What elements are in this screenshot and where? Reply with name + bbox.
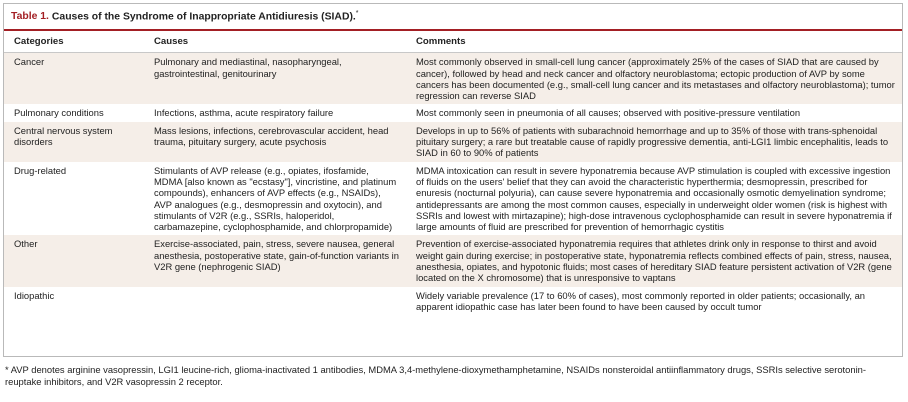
row-category: Pulmonary conditions: [4, 104, 144, 121]
row-comments: Widely variable prevalence (17 to 60% of cases), most commonly reported in older patients; occasionally, an apparent idiopathic case has later been found to have been caused by occult tumor: [406, 287, 902, 316]
row-comments: Most commonly seen in pneumonia of all causes; observed with positive-pressure ventilation: [406, 104, 902, 121]
table-title-text: [52, 10, 359, 22]
header-categories: Categories: [4, 31, 144, 53]
causes-table: [4, 31, 902, 315]
header-causes: Causes: [144, 31, 406, 53]
row-comments: Most commonly observed in small-cell lung cancer (approximately 25% of the cases of SIAD that are caused by cancer), followed by head and neck cancer and olfactory neuroblastoma; ectopic production of AVP by some cancers has been documented (e.g., small-cell lung cancer and its metastases and olfactory neuroblastoma); tumor regression can reverse SIAD: [406, 53, 902, 105]
table-row: [4, 162, 902, 236]
table-row: [4, 287, 902, 316]
table-row: [4, 122, 902, 162]
row-causes: [144, 287, 406, 316]
row-comments: Prevention of exercise-associated hyponatremia requires that athletes drink only in response to thirst and avoid weight gain during exercise; in postoperative state, hyponatremia reflects combined effects of pain, stress, nausea, anesthesia, opiates, and hypotonic fluids; most cases of hereditary SIAD feature persistent activation of V2R (gene located on the X chromosome) that is unresponsive to vaptans: [406, 235, 902, 286]
table-label: Table 1.: [11, 11, 49, 22]
table-title: [4, 4, 902, 31]
table-row: [4, 235, 902, 286]
row-category: Idiopathic: [4, 287, 144, 316]
header-comments: Comments: [406, 31, 902, 53]
row-category: Drug-related: [4, 162, 144, 236]
row-category: Cancer: [4, 53, 144, 105]
row-causes: Pulmonary and mediastinal, nasopharyngeal, gastrointestinal, genitourinary: [144, 53, 406, 105]
table-title-footnote-marker: *: [355, 10, 359, 18]
table-header-row: [4, 31, 902, 53]
table-row: [4, 104, 902, 121]
row-causes: Exercise-associated, pain, stress, severe nausea, general anesthesia, postoperative state, gain-of-function variants in V2R gene (nephrogenic SIAD): [144, 235, 406, 286]
table-title-main: Causes of the Syndrome of Inappropriate Antidiuresis (SIAD).: [51, 11, 356, 23]
table-frame: [3, 3, 903, 357]
row-causes: Stimulants of AVP release (e.g., opiates, ifosfamide, MDMA [also known as "ecstasy"], vincristine, and platinum compounds), enhancers of AVP effects (e.g., NSAIDs), AVP analogues (e.g., desmopressin and oxytocin), and stimulants of V2R (e.g., SSRIs, haloperidol, carbamazepine, cyclophosphamide, and chlorpropamide): [144, 162, 406, 236]
row-category: Other: [4, 235, 144, 286]
row-comments: MDMA intoxication can result in severe hyponatremia because AVP stimulation is coupled with excessive ingestion of fluids on the users' belief that they can avoid the characteristic hyperthermia; desmopressin, prescribed for enuresis (nocturnal polyuria), can cause severe hyponatremia and occasionally osmotic demyelination syndrome; antidepressants are among the most common causes, especially in underweight older women (risk is highest with SSRIs and lowest with mirtazapine); high-dose intravenous cyclophosphamide can result in severe hyponatremia if large amounts of fluid are prescribed for prevention of hemorrhagic cystitis: [406, 162, 902, 236]
table-footnote: * AVP denotes arginine vasopressin, LGI1 leucine-rich, glioma-inactivated 1 antibodies, MDMA 3,4-methylene-dioxymethamphetamine, NSAIDs nonsteroidal antiinflammatory drugs, SSRIs selective serotonin-reuptake inhibitors, and V2R vasopressin 2 receptor.: [5, 364, 867, 387]
row-comments: Develops in up to 56% of patients with subarachnoid hemorrhage and up to 35% of those with trans-sphenoidal pituitary surgery; a rare but treatable cause of rapidly progressive dementia, anti-LGI1 limbic encephalitis, leads to SIAD in 60 to 90% of patients: [406, 122, 902, 162]
row-category: Central nervous system disorders: [4, 122, 144, 162]
row-causes: Infections, asthma, acute respiratory failure: [144, 104, 406, 121]
table-row: [4, 53, 902, 105]
row-causes: Mass lesions, infections, cerebrovascular accident, head trauma, pituitary surgery, acute psychosis: [144, 122, 406, 162]
